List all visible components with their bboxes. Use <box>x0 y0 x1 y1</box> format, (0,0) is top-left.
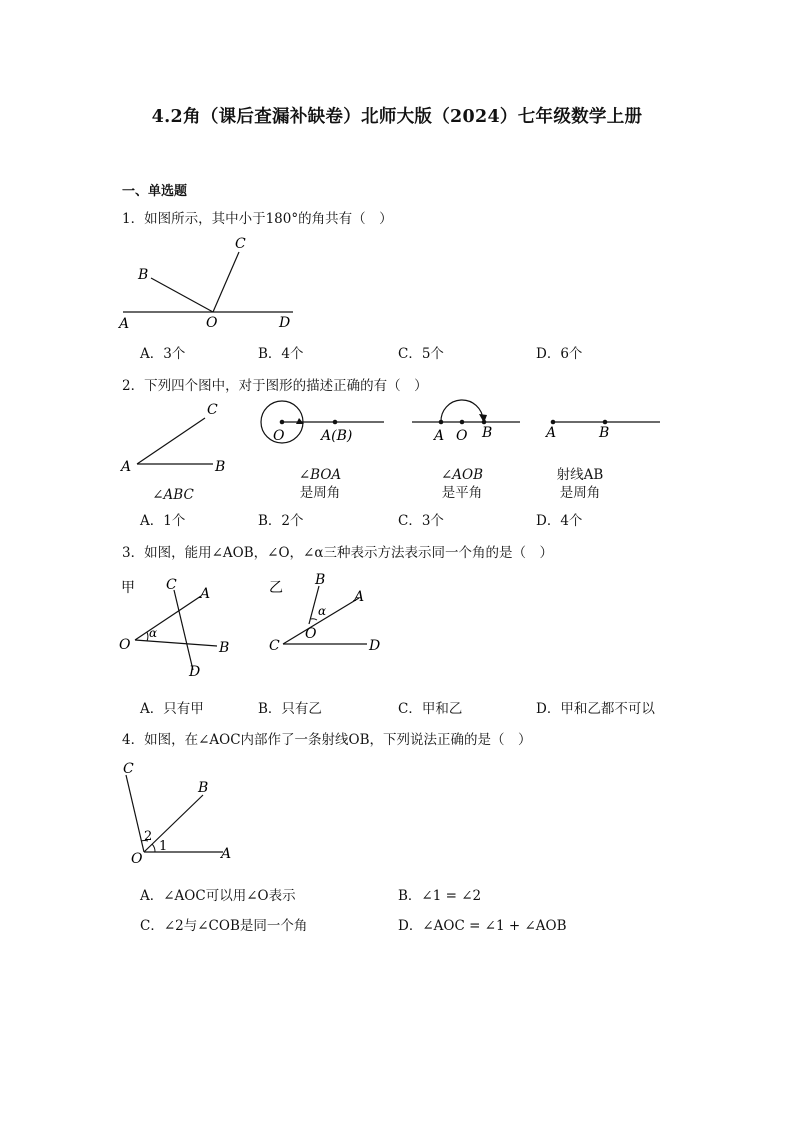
q4-label-2: 2 <box>144 829 153 844</box>
page-title: 4.2角（课后查漏补缺卷）北师大版（2024）七年级数学上册 <box>151 107 643 127</box>
fig4-caption-line2: 是周角 <box>559 485 601 501</box>
fig3-label-o: O <box>456 428 468 444</box>
question-4-option-b[interactable]: B．∠1 = ∠2 <box>398 888 482 904</box>
question-1-option-b[interactable]: B．4个 <box>258 346 304 362</box>
question-2-option-a[interactable]: A．1个 <box>140 513 186 529</box>
question-1-figure <box>115 232 305 332</box>
jia-tag: 甲 <box>121 580 135 596</box>
jia-label-alpha: α <box>149 626 158 640</box>
label-c: C <box>235 236 246 252</box>
question-2-figure-3 <box>408 396 528 456</box>
jia-label-o: O <box>119 637 131 653</box>
q4-label-1: 1 <box>159 839 168 854</box>
q4-label-o: O <box>131 851 143 867</box>
yi-label-a: A <box>354 589 365 605</box>
yi-label-o: O <box>305 626 317 642</box>
fig1-label-b: B <box>215 459 226 475</box>
fig3-caption <box>412 466 512 502</box>
yi-label-c: C <box>269 638 280 654</box>
label-b: B <box>138 267 149 283</box>
fig1-label-c: C <box>207 402 218 418</box>
yi-tag: 乙 <box>269 580 283 596</box>
yi-label-alpha: α <box>318 604 327 618</box>
label-o: O <box>206 315 218 331</box>
section-heading: 一、单选题 <box>122 184 188 199</box>
question-1-option-d[interactable]: D．6个 <box>536 346 583 362</box>
question-3-figure-jia <box>115 570 245 682</box>
question-2-option-b[interactable]: B．2个 <box>258 513 304 529</box>
fig2-label-ab: A(B) <box>321 428 353 444</box>
question-3-option-d[interactable]: D．甲和乙都不可以 <box>536 701 655 717</box>
yi-label-d: D <box>369 638 381 654</box>
question-4-option-a[interactable]: A．∠AOC可以用∠O表示 <box>140 888 296 904</box>
question-2-stem: 2．下列四个图中，对于图形的描述正确的有（ ） <box>122 378 428 394</box>
fig3-label-b: B <box>482 425 493 441</box>
question-4-option-c[interactable]: C．∠2与∠COB是同一个角 <box>140 918 308 934</box>
fig4-caption-line1: 射线AB <box>556 467 604 483</box>
question-3-option-c[interactable]: C．甲和乙 <box>398 701 463 717</box>
question-2-option-c[interactable]: C．3个 <box>398 513 444 529</box>
fig2-caption <box>270 466 370 502</box>
q4-label-b: B <box>198 780 209 796</box>
q4-label-a: A <box>221 846 232 862</box>
fig4-label-a: A <box>546 425 557 441</box>
fig3-label-a: A <box>434 428 445 444</box>
question-1-option-a[interactable]: A．3个 <box>140 346 186 362</box>
q4-label-c: C <box>123 761 134 777</box>
fig3-caption-line1: ∠AOB <box>440 467 484 483</box>
fig1-label-a: A <box>121 459 132 475</box>
question-3-option-b[interactable]: B．只有乙 <box>258 701 322 717</box>
fig2-caption-line1: ∠BOA <box>298 467 342 483</box>
question-1-stem: 1．如图所示，其中小于180°的角共有（ ） <box>122 211 393 227</box>
fig4-label-b: B <box>599 425 610 441</box>
question-2-figure-2 <box>252 396 392 456</box>
question-2-option-d[interactable]: D．4个 <box>536 513 583 529</box>
question-3-figure-yi <box>263 570 393 660</box>
question-1-option-c[interactable]: C．5个 <box>398 346 444 362</box>
yi-label-b: B <box>315 572 326 588</box>
fig2-caption-line2: 是周角 <box>299 485 341 501</box>
label-a: A <box>119 316 130 332</box>
jia-label-c: C <box>166 577 177 593</box>
question-2-figure-1 <box>115 398 235 478</box>
fig3-caption-line2: 是平角 <box>441 485 483 501</box>
fig2-label-o: O <box>273 428 285 444</box>
jia-label-b: B <box>219 640 230 656</box>
fig1-caption: ∠ABC <box>152 487 194 503</box>
question-4-figure <box>115 755 245 867</box>
question-3-stem: 3．如图，能用∠AOB，∠O，∠α三种表示方法表示同一个角的是（ ） <box>122 545 553 561</box>
jia-label-a: A <box>200 586 211 602</box>
question-2-figure-4 <box>544 396 664 456</box>
fig4-caption <box>530 466 630 502</box>
jia-label-d: D <box>189 664 201 680</box>
label-d: D <box>279 315 291 331</box>
question-4-option-d[interactable]: D．∠AOC = ∠1 + ∠AOB <box>398 918 567 934</box>
question-3-option-a[interactable]: A．只有甲 <box>140 701 204 717</box>
question-4-stem: 4．如图，在∠AOC内部作了一条射线OB，下列说法正确的是（ ） <box>122 732 532 748</box>
